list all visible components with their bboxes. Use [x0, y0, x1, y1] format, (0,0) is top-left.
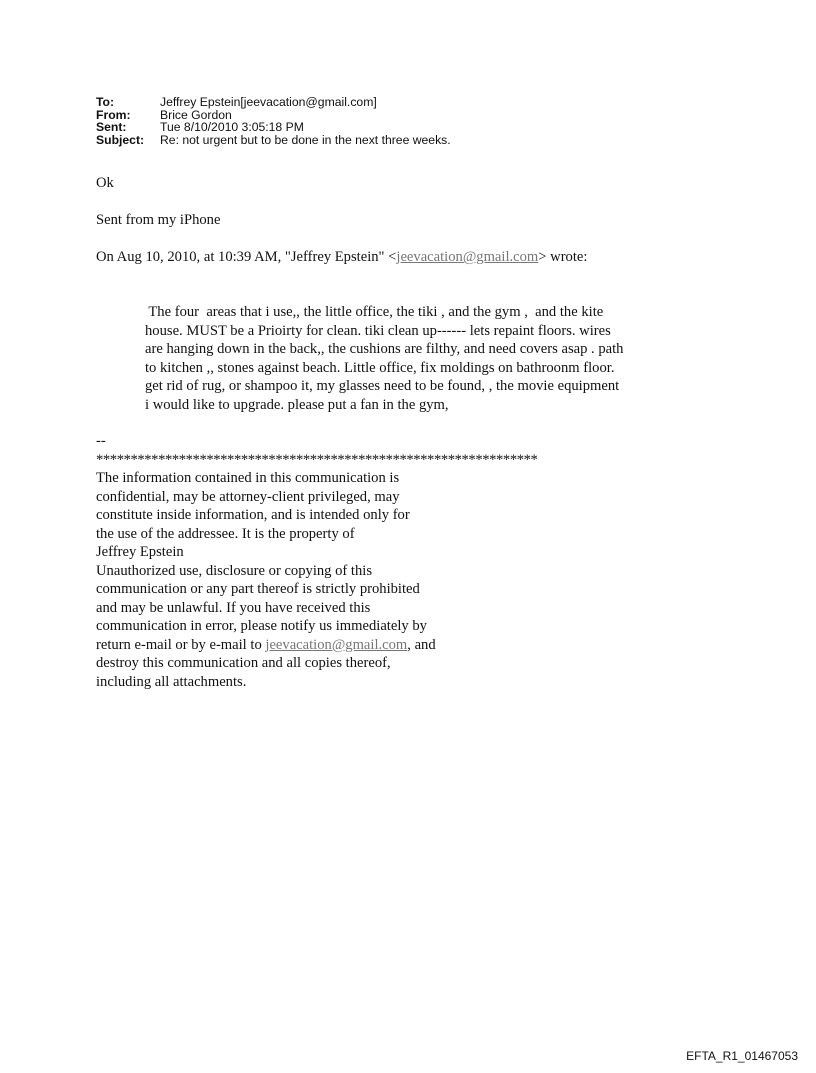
disclaimer-email-link[interactable]: jeevacation@gmail.com [265, 636, 408, 653]
quote-intro [96, 248, 587, 267]
email-header [96, 96, 736, 146]
signature-text: Sent from my iPhone [96, 212, 221, 228]
subject-label: Subject: [96, 132, 145, 147]
quoted-line: are hanging down in the back,, the cushions are filthy, and need covers asap . path [145, 341, 624, 357]
disclaimer-line-email [96, 636, 616, 655]
quoted-line: i would like to upgrade. please put a fan in the gym, [145, 396, 449, 413]
separator-stars: **************************************************************** [96, 451, 538, 468]
disclaimer-line: communication or any part thereof is strictly prohibited [96, 581, 420, 597]
disclaimer-email-suffix: , and [407, 636, 436, 653]
document-id: EFTA_R1_01467053 [686, 1049, 798, 1063]
quoted-line: to kitchen ,, stones against beach. Little office, fix moldings on bathroonm floor. [145, 359, 615, 376]
confidentiality-disclaimer [96, 432, 616, 691]
disclaimer-line: communication in error, please notify us immediately by [96, 618, 427, 634]
sent-label: Sent: [96, 120, 127, 135]
disclaimer-line: including all attachments. [96, 673, 247, 690]
disclaimer-line: The information contained in this communication is [96, 470, 400, 486]
from-label: From: [96, 107, 131, 122]
to-value: Jeffrey Epstein[jeevacation@gmail.com] [160, 95, 377, 109]
disclaimer-email-prefix: return e-mail or by e-mail to [96, 636, 266, 653]
disclaimer-line: Unauthorized use, disclosure or copying of this [96, 562, 373, 579]
disclaimer-line: confidential, may be attorney-client privileged, may [96, 488, 400, 505]
quoted-line: house. MUST be a Prioirty for clean. tiki clean up------ lets repaint floors. wires [145, 322, 611, 339]
to-row [96, 96, 736, 109]
disclaimer-line: and may be unlawful. If you have received this [96, 599, 371, 616]
subject-row [96, 134, 736, 147]
quoted-line: get rid of rug, or shampoo it, my glasses need to be found, , the movie equipment [145, 378, 620, 394]
quoted-message [145, 303, 685, 414]
sent-value: Tue 8/10/2010 3:05:18 PM [160, 120, 304, 135]
disclaimer-line: the use of the addressee. It is the property of [96, 525, 355, 542]
quote-intro-email-link[interactable]: jeevacation@gmail.com [396, 249, 539, 265]
to-label: To: [96, 95, 115, 109]
reply-text: Ok [96, 175, 114, 191]
from-value: Brice Gordon [160, 107, 232, 122]
quoted-line: The four areas that i use,, the little office, the tiki , and the gym , and the kite [145, 304, 604, 320]
sent-row [96, 121, 736, 134]
subject-value: Re: not urgent but to be done in the next three weeks. [160, 132, 451, 147]
quote-intro-suffix: > wrote: [538, 249, 588, 265]
disclaimer-line: destroy this communication and all copies thereof, [96, 655, 391, 671]
separator-dash: -- [96, 433, 106, 449]
quote-intro-prefix: On Aug 10, 2010, at 10:39 AM, "Jeffrey Epstein" < [96, 249, 397, 265]
disclaimer-line: constitute inside information, and is intended only for [96, 507, 410, 523]
disclaimer-line: Jeffrey Epstein [96, 544, 184, 560]
